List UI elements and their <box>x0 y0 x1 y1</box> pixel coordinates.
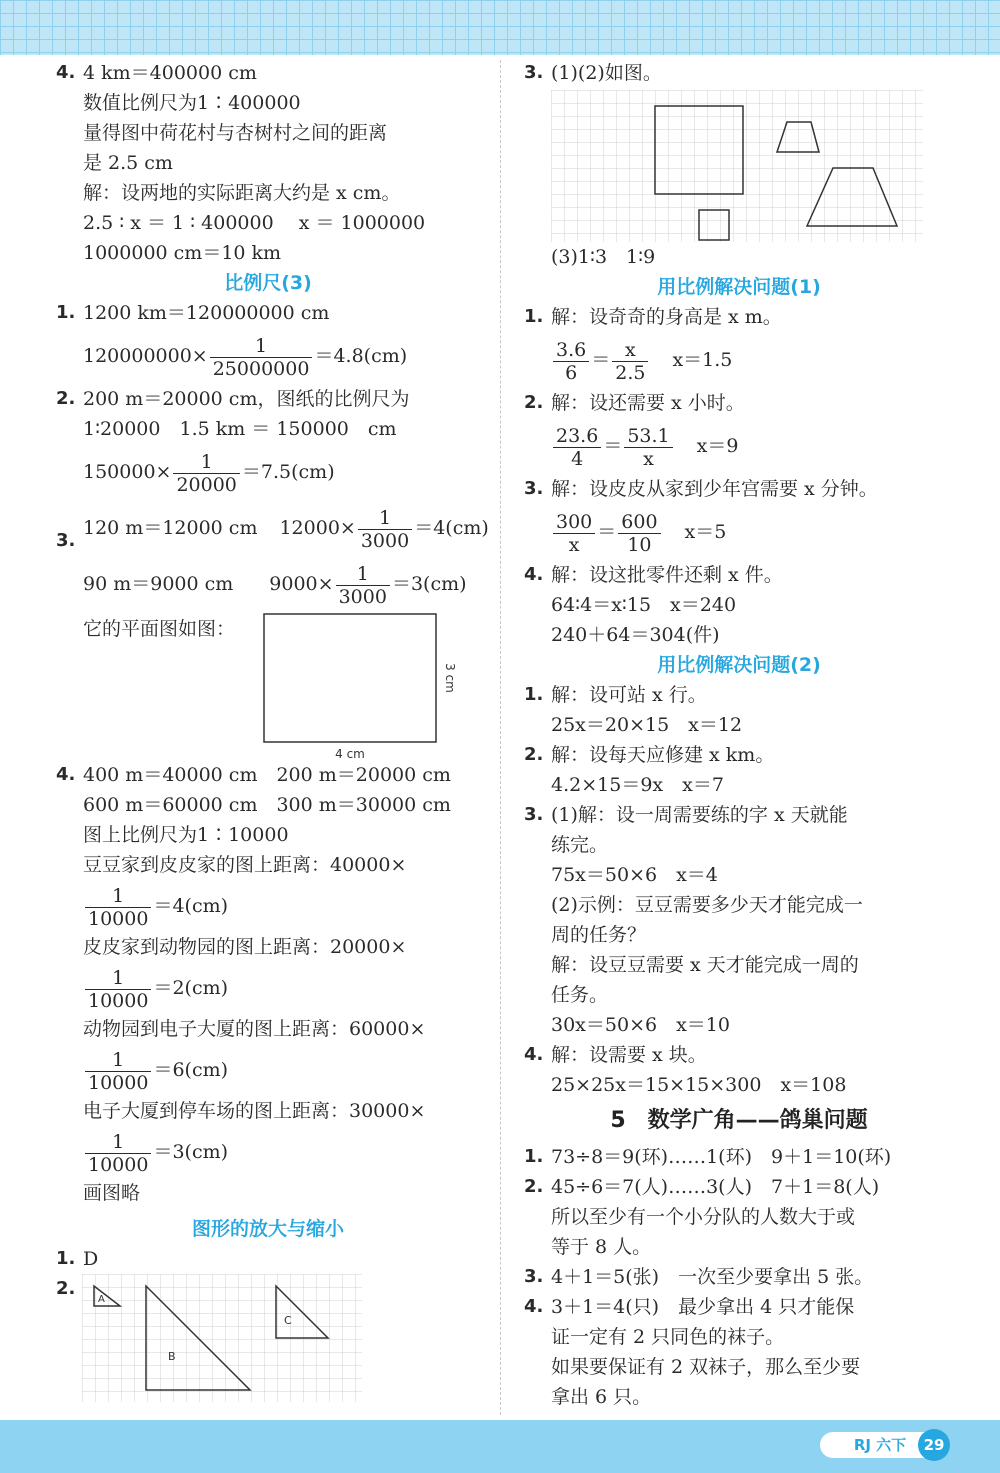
right-column <box>524 58 954 1412</box>
solve2-q3 <box>524 800 954 1040</box>
fraction-line: 3. 120 m＝12000 cm 12000× $\frac{1}{3000}$ ＝4(cm) <box>56 500 480 556</box>
fraction: $\frac{1}{3000}$ <box>358 507 412 552</box>
text-line: (2)示例：豆豆需要多少天才能完成一 <box>551 894 863 916</box>
text-line: 等于 8 人。 <box>551 1236 652 1258</box>
triangle-b-label: B <box>168 1350 176 1363</box>
question-number: 1. <box>524 306 544 327</box>
text-line: 电子大厦到停车场的图上距离：30000× <box>83 1100 426 1122</box>
text-line: 如果要保证有 2 双袜子，那么至少要 <box>551 1356 861 1378</box>
edition-tag: RJ 六下 <box>820 1432 940 1458</box>
text-line: 4.2×15＝9x x＝7 <box>551 774 724 796</box>
page-number: 29 <box>918 1429 950 1461</box>
solve2-q2 <box>524 740 954 800</box>
question-number: 2. <box>524 744 544 765</box>
enlarge-q2 <box>56 1274 480 1404</box>
text-line: 解：设可站 x 行。 <box>551 684 707 706</box>
fraction-line: $\frac{300}{x}$ ＝ $\frac{600}{10}$ x＝5 <box>524 504 954 560</box>
text-line: 600 m＝60000 cm 300 m＝30000 cm <box>83 794 451 816</box>
chapter-q2 <box>524 1172 954 1262</box>
text-line: 45÷6＝7(人)……3(人) 7＋1＝8(人) <box>551 1176 880 1198</box>
section-heading-enlarge: 图形的放大与缩小 <box>191 1218 344 1240</box>
text-line: 解：设两地的实际距离大约是 x cm。 <box>83 182 401 204</box>
text-line: 是 2.5 cm <box>83 152 173 174</box>
question-number: 1. <box>524 684 544 705</box>
text-line: 量得图中荷花村与杏树村之间的距离 <box>83 122 388 144</box>
question-number: 3. <box>524 62 544 83</box>
fraction-line: 90 m＝9000 cm 9000× $\frac{1}{3000}$ ＝3(cm) <box>83 562 467 608</box>
text-line: 解：设这批零件还剩 x 件。 <box>551 564 783 586</box>
chapter-q3 <box>524 1262 954 1292</box>
fraction-line: $\frac{1}{10000}$ ＝4(cm) <box>56 880 480 932</box>
text-line: 练完。 <box>551 834 609 856</box>
question-number: 3. <box>524 1266 544 1287</box>
text-line: 1200 km＝120000000 cm <box>83 302 330 324</box>
text-line: 1∶20000 1.5 km ＝ 150000 cm <box>83 418 397 440</box>
question-number: 4. <box>524 564 544 585</box>
text-line: 73÷8＝9(环)……1(环) 9＋1＝10(环) <box>551 1146 892 1168</box>
left-q4-top <box>56 58 480 268</box>
section-heading-solve2: 用比例解决问题(2) <box>657 654 821 676</box>
question-number: 4. <box>524 1044 544 1065</box>
grid-background <box>551 90 923 242</box>
left-q4-bottom <box>56 760 480 1208</box>
solve1-q4 <box>524 560 954 650</box>
text-line: 动物园到电子大厦的图上距离：60000× <box>83 1018 426 1040</box>
solve2-q4 <box>524 1040 954 1100</box>
text-line: (1)解：设一周需要练的字 x 天就能 <box>551 804 848 826</box>
fraction-line: $\frac{23.6}{4}$ ＝ $\frac{53.1}{x}$ x＝9 <box>524 418 954 474</box>
question-number: 1. <box>56 1248 76 1269</box>
question-number: 3. <box>524 804 544 825</box>
question-number: 4. <box>524 1296 544 1317</box>
column-divider <box>500 60 501 1415</box>
text-line: 解：设皮皮从家到少年宫需要 x 分钟。 <box>551 478 878 500</box>
text-line: 皮皮家到动物园的图上距离：20000× <box>83 936 407 958</box>
question-number: 4. <box>56 764 76 785</box>
fraction: $\frac{3.6}{6}$ <box>553 339 589 384</box>
text-line: 画图略 <box>83 1182 141 1204</box>
fraction: $\frac{1}{10000}$ <box>85 967 151 1012</box>
solve1-q1 <box>524 302 954 388</box>
left-q1 <box>56 298 480 384</box>
fraction-line: $\frac{1}{10000}$ ＝2(cm) <box>56 962 480 1014</box>
question-number: 2. <box>56 388 76 409</box>
plan-rectangle <box>264 614 436 742</box>
left-q3 <box>56 500 489 760</box>
top-decorative-band <box>0 0 1000 55</box>
section-heading-solve1: 用比例解决问题(1) <box>657 276 821 298</box>
text-line: 所以至少有一个小分队的人数大于或 <box>551 1206 856 1228</box>
chapter-q4 <box>524 1292 954 1412</box>
left-q2 <box>56 384 480 500</box>
text-line: 任务。 <box>551 984 609 1006</box>
fraction: $\frac{300}{x}$ <box>553 511 595 556</box>
text-line: (3)1∶3 1∶9 <box>551 246 656 268</box>
question-number: 2. <box>524 1176 544 1197</box>
text-line: 它的平面图如图： <box>83 618 236 640</box>
question-number: 1. <box>56 302 76 323</box>
text-line: 240＋64＝304(件) <box>551 624 720 646</box>
question-number: 1. <box>524 1146 544 1167</box>
triangle-c-label: C <box>284 1314 292 1327</box>
text-line: 25×25x＝15×15×300 x＝108 <box>551 1074 847 1096</box>
floor-plan-diagram <box>256 612 486 760</box>
fraction-line: $\frac{3.6}{6}$ ＝ $\frac{x}{2.5}$ x＝1.5 <box>524 332 954 388</box>
text-line: 64∶4＝x∶15 x＝240 <box>551 594 737 616</box>
text-line: 1000000 cm＝10 km <box>83 242 282 264</box>
fraction: $\frac{23.6}{4}$ <box>553 425 601 470</box>
fraction-line: 150000× $\frac{1}{20000}$ ＝7.5(cm) <box>83 450 335 496</box>
text-line: 400 m＝40000 cm 200 m＝20000 cm <box>83 764 451 786</box>
solve2-q1 <box>524 680 954 740</box>
fraction: $\frac{1}{10000}$ <box>85 1049 151 1094</box>
plan-height-label: 3 cm <box>443 663 457 693</box>
text-line: 4 km＝400000 cm <box>83 62 257 84</box>
text-line: 证一定有 2 只同色的袜子。 <box>551 1326 785 1348</box>
fraction: $\frac{1}{3000}$ <box>336 563 390 608</box>
question-number: 3. <box>524 478 544 499</box>
text-line: 解：设还需要 x 小时。 <box>551 392 745 414</box>
text-line: (1)(2)如图。 <box>551 62 662 84</box>
text-line: 4＋1＝5(张) 一次至少要拿出 5 张。 <box>551 1266 874 1288</box>
fraction-line: 120000000× $\frac{1}{25000000}$ ＝4.8(cm) <box>83 334 408 380</box>
chapter-q1 <box>524 1142 954 1172</box>
fraction: $\frac{1}{20000}$ <box>173 451 239 496</box>
text-line: 图上比例尺为1∶10000 <box>83 824 289 846</box>
solve1-q3 <box>524 474 954 560</box>
text-line: 豆豆家到皮皮家的图上距离：40000× <box>83 854 407 876</box>
text-line: 解：设奇奇的身高是 x m。 <box>551 306 782 328</box>
text-line: 25x＝20×15 x＝12 <box>551 714 743 736</box>
question-number: 3. <box>56 530 76 551</box>
solve1-q2 <box>524 388 954 474</box>
text-line: 解：设每天应修建 x km。 <box>551 744 775 766</box>
plan-width-label: 4 cm <box>335 747 365 760</box>
section-heading-scale3: 比例尺(3) <box>224 272 312 294</box>
shapes-grid-diagram <box>551 90 923 242</box>
text-line: 2.5 ∶ x ＝ 1 ∶ 400000 x ＝ 1000000 <box>83 212 426 234</box>
text-line: 75x＝50×6 x＝4 <box>551 864 718 886</box>
fraction: $\frac{1}{25000000}$ <box>210 335 313 380</box>
left-column <box>56 58 489 1404</box>
text-line: 周的任务？ <box>551 924 647 946</box>
text-line: 解：设豆豆需要 x 天才能完成一周的 <box>551 954 859 976</box>
question-number: 2. <box>524 392 544 413</box>
plan-block <box>56 612 480 760</box>
fraction: $\frac{600}{10}$ <box>618 511 660 556</box>
text-line: 解：设需要 x 块。 <box>551 1044 707 1066</box>
question-number: 4. <box>56 62 76 83</box>
text-line: 拿出 6 只。 <box>551 1386 652 1408</box>
fraction: $\frac{1}{10000}$ <box>85 885 151 930</box>
triangle-grid-diagram <box>82 1274 362 1402</box>
fraction-line: $\frac{1}{10000}$ ＝6(cm) <box>56 1044 480 1096</box>
fraction: $\frac{1}{10000}$ <box>85 1131 151 1176</box>
fraction-line: $\frac{1}{10000}$ ＝3(cm) <box>56 1126 480 1178</box>
chapter-heading: 5 数学广角——鸽巢问题 <box>610 1108 868 1133</box>
text-line: 数值比例尺为1∶400000 <box>83 92 301 114</box>
text-line: 200 m＝20000 cm，图纸的比例尺为 <box>83 388 410 410</box>
fraction: $\frac{53.1}{x}$ <box>624 425 672 470</box>
triangle-a-label: A <box>98 1294 105 1305</box>
fraction: $\frac{x}{2.5}$ <box>612 339 648 384</box>
text-line: 30x＝50×6 x＝10 <box>551 1014 730 1036</box>
question-number: 2. <box>56 1278 76 1299</box>
text-line: 3＋1＝4(只) 最少拿出 4 只才能保 <box>551 1296 855 1318</box>
answer-text: D <box>83 1248 99 1270</box>
